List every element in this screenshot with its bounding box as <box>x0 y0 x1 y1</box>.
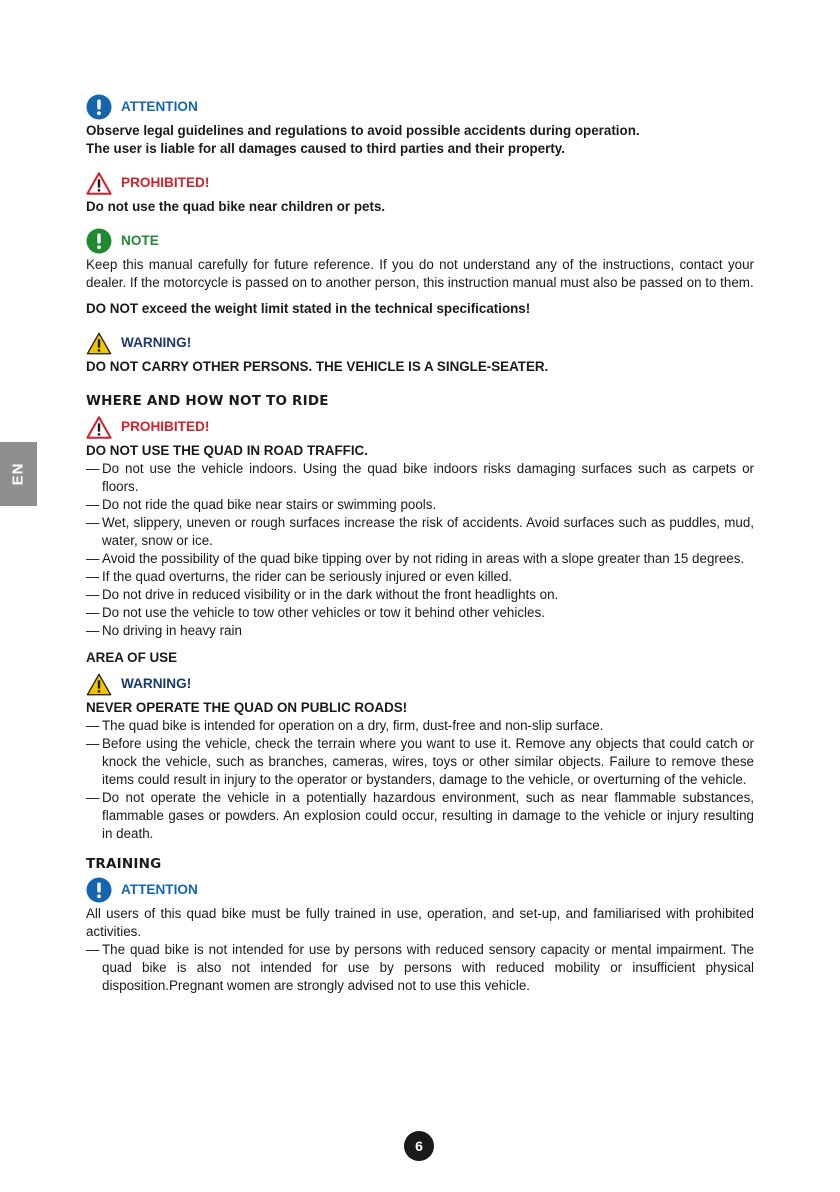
list-item: — Do not use the vehicle to tow other vehicles or tow it behind other vehicles. <box>86 604 754 622</box>
warning-notice <box>86 330 754 356</box>
attention-notice-2 <box>86 877 754 903</box>
area-list <box>86 717 754 843</box>
training-text: All users of this quad bike must be fully trained in use, operation, and set-up, and familiarised with prohibited activities. <box>86 906 754 939</box>
attention-icon <box>86 877 112 903</box>
attention-icon <box>86 94 112 120</box>
prohibited-notice-2 <box>86 414 754 440</box>
prohibited-label: PROHIBITED! <box>121 175 210 190</box>
note-bold-line: DO NOT exceed the weight limit stated in the technical specifications! <box>86 301 531 316</box>
list-item: — Avoid the possibility of the quad bike tipping over by not riding in areas with a slope greater than 15 degrees. <box>86 550 754 568</box>
list-item: — The quad bike is intended for operation on a dry, firm, dust-free and non-slip surface. <box>86 717 754 735</box>
section-heading-training: TRAINING <box>86 856 162 872</box>
attention-line-2: The user is liable for all damages caused to third parties and their property. <box>86 141 565 156</box>
warning-triangle-icon <box>86 671 112 697</box>
list-item: — Do not drive in reduced visibility or in the dark without the front headlights on. <box>86 586 754 604</box>
prohibited-notice <box>86 170 754 196</box>
note-label: NOTE <box>121 233 159 248</box>
section-heading-area: AREA OF USE <box>86 650 178 665</box>
attention-line-1: Observe legal guidelines and regulations to avoid possible accidents during operation. <box>86 123 640 138</box>
list-item: — No driving in heavy rain <box>86 622 754 640</box>
where-list <box>86 460 754 640</box>
prohibited-triangle-icon <box>86 170 112 196</box>
note-text: Keep this manual carefully for future reference. If you do not understand any of the instructions, contact your dealer. If the motorcycle is passed on to another person, this instruction manual must also be passed on to them. <box>86 257 754 290</box>
list-item: — Do not operate the vehicle in a potentially hazardous environment, such as near flammable substances, flammable gases or powders. An explosion could occur, resulting in damage to the vehicle or injury resulting in death. <box>86 789 754 843</box>
prohibited-line: Do not use the quad bike near children or pets. <box>86 199 386 214</box>
note-icon <box>86 228 112 254</box>
page-content <box>86 94 754 995</box>
list-item: — The quad bike is not intended for use by persons with reduced sensory capacity or mental impairment. The quad bike is also not intended for use by persons with reduced mobility or insufficient physical disposition.Pregnant women are strongly advised not to use this vehicle. <box>86 941 754 995</box>
area-subhead: NEVER OPERATE THE QUAD ON PUBLIC ROADS! <box>86 700 408 715</box>
attention-label: ATTENTION <box>121 99 198 114</box>
prohibited-triangle-icon <box>86 414 112 440</box>
list-item: — Wet, slippery, uneven or rough surfaces increase the risk of accidents. Avoid surfaces such as puddles, mud, water, snow or ice. <box>86 514 754 550</box>
list-item: — If the quad overturns, the rider can be seriously injured or even killed. <box>86 568 754 586</box>
where-subhead: DO NOT USE THE QUAD IN ROAD TRAFFIC. <box>86 443 368 458</box>
section-heading-where: WHERE AND HOW NOT TO RIDE <box>86 393 329 409</box>
language-tab <box>0 442 37 506</box>
warning-line: DO NOT CARRY OTHER PERSONS. THE VEHICLE IS A SINGLE-SEATER. <box>86 359 549 374</box>
language-tab-label: EN <box>9 462 27 486</box>
note-notice <box>86 228 754 254</box>
prohibited-label-2: PROHIBITED! <box>121 419 210 434</box>
attention-notice <box>86 94 754 120</box>
training-list <box>86 941 754 995</box>
page-number: 6 <box>404 1131 434 1161</box>
attention-label-2: ATTENTION <box>121 882 198 897</box>
list-item: — Before using the vehicle, check the terrain where you want to use it. Remove any objects that could catch or knock the vehicle, such as branches, cameras, wires, toys or other similar objects. Failure to remove these items could result in injury to the operator or bystanders, damage to the vehicle, or overturning of the vehicle. <box>86 735 754 789</box>
warning-label: WARNING! <box>121 335 192 350</box>
warning-notice-2 <box>86 671 754 697</box>
warning-triangle-icon <box>86 330 112 356</box>
list-item: — Do not ride the quad bike near stairs or swimming pools. <box>86 496 754 514</box>
warning-label-2: WARNING! <box>121 676 192 691</box>
list-item: — Do not use the vehicle indoors. Using the quad bike indoors risks damaging surfaces such as carpets or floors. <box>86 460 754 496</box>
